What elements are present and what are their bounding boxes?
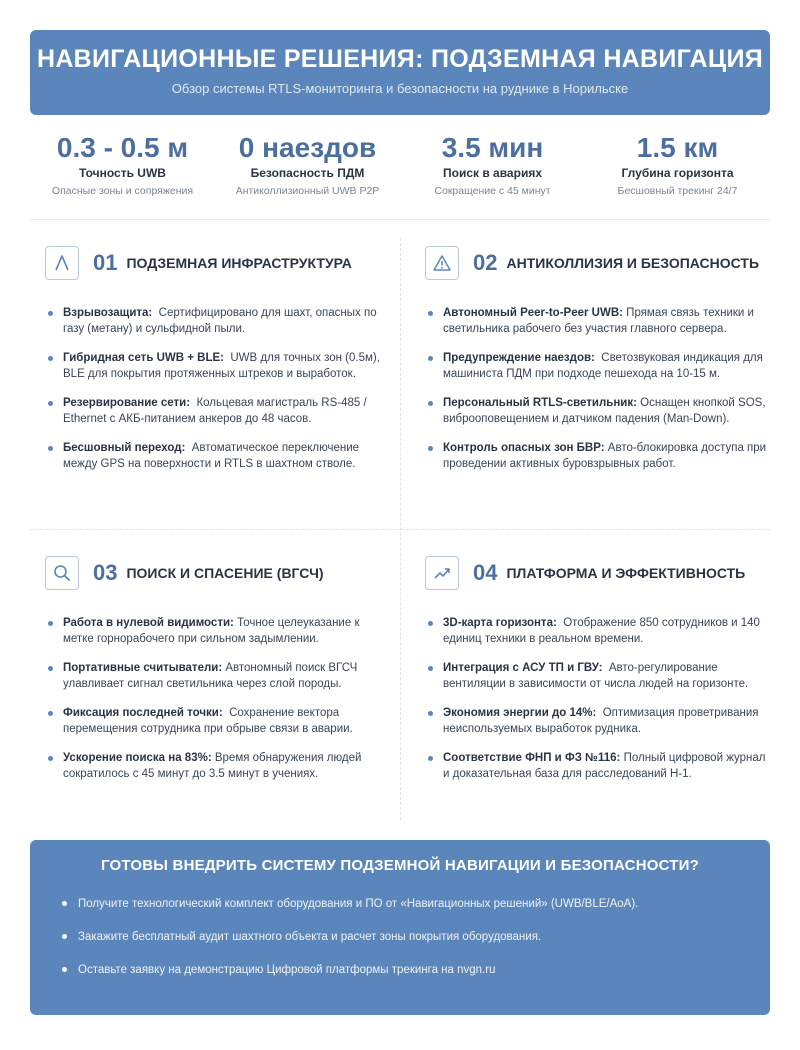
- list-item: [425, 350, 770, 382]
- section-infrastructure: [45, 245, 390, 485]
- list-item: [425, 305, 770, 337]
- list-item: [425, 705, 770, 737]
- item-text: Оснащен кнопкой SOS, виброоповещением и датчиком падения (Man-Down).: [443, 397, 766, 425]
- item-title: 3D-карта горизонта:: [443, 617, 557, 629]
- section-number: 02: [473, 250, 498, 275]
- page-header: [30, 30, 770, 115]
- list-item: [425, 440, 770, 472]
- warning-triangle-icon: [425, 246, 459, 280]
- search-icon: [45, 556, 79, 590]
- page-subtitle: Обзор системы RTLS-мониторинга и безопасности на руднике в Норильске: [171, 81, 629, 96]
- stat-label: Поиск в авариях: [442, 166, 542, 180]
- list-item: [45, 750, 390, 782]
- list-item: [45, 440, 390, 472]
- item-title: Резервирование сети:: [63, 397, 191, 409]
- list-item: [45, 705, 390, 737]
- stat-horizon-depth: [585, 130, 770, 210]
- dashed-divider-vertical: [400, 238, 401, 820]
- list-item: [45, 350, 390, 382]
- item-title: Экономия энергии до 14%:: [443, 707, 597, 719]
- stat-value: 1.5 км: [636, 132, 719, 163]
- item-text: Светозвуковая индикация для машиниста ПДМ при подходе пешехода на 10-15 м.: [443, 352, 763, 380]
- section-list: [425, 305, 770, 472]
- section-header: [45, 245, 390, 281]
- stat-uwb-accuracy: [30, 130, 215, 210]
- cta-item: Получите технологический комплект оборудования и ПО от «Навигационных решений» (UWB/BLE/AoA).: [78, 896, 770, 912]
- section-header: [425, 245, 770, 281]
- trend-up-icon: [425, 556, 459, 590]
- item-title: Бесшовный переход:: [63, 442, 186, 454]
- item-text: Полный цифровой журнал и доказательная база для расследований Н-1.: [443, 752, 766, 780]
- item-text: Сохранение вектора перемещения сотрудника при обрыве связи в аварии.: [63, 707, 353, 735]
- section-title: ПОДЗЕМНАЯ ИНФРАСТРУКТУРА: [126, 255, 352, 271]
- item-text: Кольцевая магистраль RS-485 / Ethernet с АКБ-питанием анкеров до 48 часов.: [63, 397, 367, 425]
- section-number: 01: [93, 250, 118, 275]
- item-text: Авто-регулирование вентиляции в зависимости от числа людей на горизонте.: [443, 662, 749, 690]
- stat-value: 0 наездов: [238, 132, 377, 163]
- item-title: Соответствие ФНП и ФЗ №116:: [443, 752, 621, 764]
- stat-label: Точность UWB: [79, 166, 166, 180]
- cta-block: [30, 840, 770, 1015]
- item-text: Авто-блокировка доступа при проведении активных буровзрывных работ.: [443, 442, 767, 470]
- stat-pdm-safety: [215, 130, 400, 210]
- stat-label: Безопасность ПДМ: [250, 166, 365, 180]
- section-title: АНТИКОЛЛИЗИЯ И БЕЗОПАСНОСТЬ: [506, 255, 760, 271]
- item-title: Фиксация последней точки:: [63, 707, 223, 719]
- divider: [30, 219, 770, 220]
- cta-item: Закажите бесплатный аудит шахтного объекта и расчет зоны покрытия оборудования.: [78, 929, 770, 945]
- cta-item: Оставьте заявку на демонстрацию Цифровой платформы трекинга на nvgn.ru: [78, 962, 770, 978]
- item-title: Работа в нулевой видимости:: [63, 617, 234, 629]
- list-item: [425, 660, 770, 692]
- stat-note: Бесшовный трекинг 24/7: [617, 185, 738, 197]
- item-title: Гибридная сеть UWB + BLE:: [63, 352, 224, 364]
- item-title: Контроль опасных зон БВР:: [443, 442, 605, 454]
- stat-label: Глубина горизонта: [621, 166, 734, 180]
- item-text: UWB для точных зон (0.5м), BLE для покрытия протяженных штреков и выработок.: [63, 352, 380, 380]
- stat-note: Сокращение с 45 минут: [434, 185, 551, 197]
- cta-title: ГОТОВЫ ВНЕДРИТЬ СИСТЕМУ ПОДЗЕМНОЙ НАВИГАЦИИ И БЕЗОПАСНОСТИ?: [101, 857, 699, 874]
- item-text: Прямая связь техники и светильника рабочего без участия главного сервера.: [443, 307, 754, 335]
- stat-value: 0.3 - 0.5 м: [56, 132, 189, 163]
- item-title: Предупреждение наездов:: [443, 352, 595, 364]
- item-text: Сертифицировано для шахт, опасных по газу (метану) и сульфидной пыли.: [63, 307, 377, 335]
- list-item: [45, 615, 390, 647]
- section-number: 03: [93, 560, 118, 585]
- item-title: Интеграция с АСУ ТП и ГВУ:: [443, 662, 603, 674]
- item-text: Точное целеуказание к метке горнорабочего при сильном задымлении.: [63, 617, 360, 645]
- section-list: [45, 305, 390, 472]
- item-text: Автономный поиск ВГСЧ улавливает сигнал светильника через слой породы.: [63, 662, 358, 690]
- stat-note: Антиколлизионный UWB P2P: [235, 185, 380, 197]
- page-title: НАВИГАЦИОННЫЕ РЕШЕНИЯ: ПОДЗЕМНАЯ НАВИГАЦИЯ: [36, 45, 764, 73]
- list-item: [45, 395, 390, 427]
- item-text: Автоматическое переключение между GPS на поверхности и RTLS в шахтном стволе.: [63, 442, 360, 470]
- section-title: ПЛАТФОРМА И ЭФФЕКТИВНОСТЬ: [506, 565, 746, 581]
- section-anticollision: [425, 245, 770, 485]
- section-search-rescue: [45, 555, 390, 795]
- list-item: [45, 660, 390, 692]
- item-title: Ускорение поиска на 83%:: [63, 752, 212, 764]
- stat-note: Опасные зоны и сопряжения: [51, 185, 194, 197]
- item-title: Персональный RTLS-светильник:: [443, 397, 637, 409]
- section-list: [45, 615, 390, 782]
- stat-value: 3.5 мин: [441, 132, 544, 163]
- list-item: [425, 395, 770, 427]
- section-header: [425, 555, 770, 591]
- item-title: Портативные считыватели:: [63, 662, 223, 674]
- stats-row: [30, 130, 770, 210]
- item-title: Автономный Peer-to-Peer UWB:: [443, 307, 623, 319]
- stat-search-time: [400, 130, 585, 210]
- item-text: Отображение 850 сотрудников и 140 единиц техники в реальном времени.: [443, 617, 760, 645]
- list-item: [425, 615, 770, 647]
- section-header: [45, 555, 390, 591]
- section-title: ПОИСК И СПАСЕНИЕ (ВГСЧ): [126, 565, 324, 581]
- list-item: [45, 305, 390, 337]
- letter-a-icon: [45, 246, 79, 280]
- cta-list: [30, 896, 770, 978]
- list-item: [425, 750, 770, 782]
- section-platform: [425, 555, 770, 795]
- section-number: 04: [473, 560, 498, 585]
- item-title: Взрывозащита:: [63, 307, 153, 319]
- item-text: Оптимизация проветривания неиспользуемых выработок рудника.: [443, 707, 759, 735]
- section-list: [425, 615, 770, 782]
- item-text: Время обнаружения людей сократилось с 45 минут до 3.5 минут в учениях.: [63, 752, 362, 780]
